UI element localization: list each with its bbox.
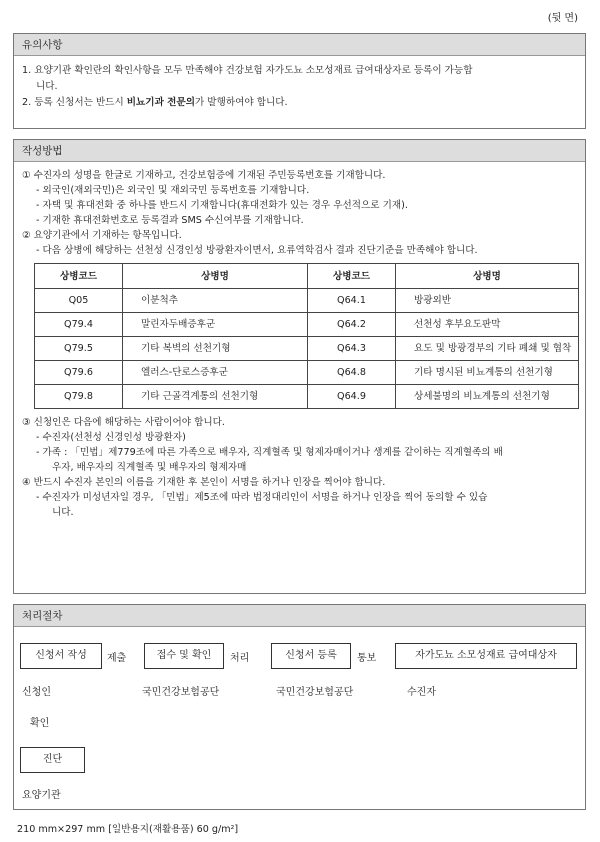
table-cell: 말린자두배증후군 <box>123 313 308 337</box>
method-p1-b: - 자택 및 휴대전화 중 하나를 반드시 기재합니다(휴대전화가 있는 경우 우선적으로 기재). <box>36 200 408 211</box>
table-cell: Q79.4 <box>35 313 123 337</box>
notes-item-2-pre: 2. 등록 신청서는 반드시 <box>22 97 127 108</box>
table-row <box>35 289 579 313</box>
table-row <box>35 385 579 409</box>
notes-title: 유의사항 <box>14 34 585 56</box>
table-cell: Q05 <box>35 289 123 313</box>
actor-applicant: 신청인 <box>22 687 51 698</box>
method-p2: ② 요양기관에서 기재하는 항목입니다. <box>22 230 182 241</box>
step-receive-box: 접수 및 확인 <box>144 643 224 669</box>
paper-spec-footer: 210 mm×297 mm [일반용지(재활용품) 60 g/m²] <box>17 824 239 835</box>
method-p4-a-cont: 니다. <box>52 507 74 518</box>
table-header-cell: 상병명 <box>123 264 308 289</box>
notes-item-2-post: 가 발행하여야 합니다. <box>194 97 288 108</box>
table-cell: 상세불명의 비뇨계통의 선천기형 <box>396 385 579 409</box>
method-p3-b-cont: 우자, 배우자의 직계혈족 및 배우자의 형제자매 <box>52 462 247 473</box>
table-cell: 기타 명시된 비뇨계통의 선천기형 <box>396 361 579 385</box>
notes-item-2-bold: 비뇨기과 전문의 <box>126 97 195 108</box>
process-section <box>13 604 586 810</box>
method-section <box>13 139 586 594</box>
table-cell: Q64.9 <box>308 385 396 409</box>
table-cell: Q79.8 <box>35 385 123 409</box>
table-cell: 기타 복벽의 선천기형 <box>123 337 308 361</box>
step-recipient-box: 자가도뇨 소모성재료 급여대상자 <box>395 643 577 669</box>
table-cell: Q64.8 <box>308 361 396 385</box>
method-p1-c: - 기재한 휴대전화번호로 등록결과 SMS 수신여부를 기재합니다. <box>36 215 304 226</box>
method-title: 작성방법 <box>14 140 585 162</box>
table-cell: 요도 및 방광경부의 기타 폐쇄 및 협착 <box>396 337 579 361</box>
process-title: 처리절차 <box>14 605 585 627</box>
table-cell: 선천성 후부요도판막 <box>396 313 579 337</box>
method-p1-a: - 외국인(재외국민)은 외국인 및 재외국민 등록번호를 기재합니다. <box>36 185 310 196</box>
actor-recipient: 수진자 <box>407 687 436 698</box>
table-cell: Q79.5 <box>35 337 123 361</box>
table-cell: Q79.6 <box>35 361 123 385</box>
method-p4-a: - 수진자가 미성년자일 경우, 「민법」제5조에 따라 법정대리인이 서명을 하거나 인장을 찍어 동의할 수 있습 <box>36 492 488 503</box>
arrow-notify-label: 통보 <box>357 653 377 664</box>
notes-section <box>13 33 586 129</box>
actor-nhis-1: 국민건강보험공단 <box>142 687 220 698</box>
step-apply-box: 신청서 작성 <box>20 643 102 669</box>
table-cell: Q64.1 <box>308 289 396 313</box>
table-row <box>35 313 579 337</box>
method-p3-a: - 수진자(선천성 신경인성 방광환자) <box>36 432 186 443</box>
actor-medical-institution: 요양기관 <box>22 790 61 801</box>
table-row <box>35 361 579 385</box>
table-cell: 엘러스-단로스증후군 <box>123 361 308 385</box>
table-header-cell: 상병코드 <box>35 264 123 289</box>
arrow-submit-label: 제출 <box>107 653 127 664</box>
table-header-cell: 상병명 <box>396 264 579 289</box>
method-p1: ① 수진자의 성명을 한글로 기재하고, 건강보험증에 기재된 주민등록번호를 기재합니다. <box>22 170 386 181</box>
notes-item-1-cont: 니다. <box>36 81 58 92</box>
method-p2-a: - 다음 상병에 해당하는 선천성 신경인성 방광환자이면서, 요류역학검사 결과 진단기준을 만족해야 합니다. <box>36 245 478 256</box>
notes-item-2 <box>22 95 577 111</box>
table-header-cell: 상병코드 <box>308 264 396 289</box>
table-row <box>35 337 579 361</box>
table-cell: Q64.2 <box>308 313 396 337</box>
table-cell: 기타 근골격계통의 선천기형 <box>123 385 308 409</box>
method-p3-b: - 가족 : 「민법」제779조에 따른 가족으로 배우자, 직계혈족 및 형제자매이거나 생계를 같이하는 직계혈족의 배 <box>36 447 503 458</box>
table-cell: 이분척추 <box>123 289 308 313</box>
confirm-label: 확인 <box>30 718 50 729</box>
table-header-row <box>35 264 579 289</box>
actor-nhis-2: 국민건강보험공단 <box>276 687 354 698</box>
notes-item-1: 1. 요양기관 확인란의 확인사항을 모두 만족해야 건강보험 자가도뇨 소모성재료 급여대상자로 등록이 가능합 <box>22 65 473 76</box>
disease-code-table <box>34 263 579 409</box>
page-label: (뒷 면) <box>547 13 578 24</box>
step-diagnosis-box: 진단 <box>20 747 85 773</box>
arrow-process-label: 처리 <box>230 653 250 664</box>
table-cell: 방광외반 <box>396 289 579 313</box>
method-p4: ④ 반드시 수진자 본인의 이름을 기재한 후 본인이 서명을 하거나 인장을 찍어야 합니다. <box>22 477 386 488</box>
method-p3: ③ 신청인은 다음에 해당하는 사람이어야 합니다. <box>22 417 225 428</box>
step-register-box: 신청서 등록 <box>271 643 351 669</box>
table-cell: Q64.3 <box>308 337 396 361</box>
